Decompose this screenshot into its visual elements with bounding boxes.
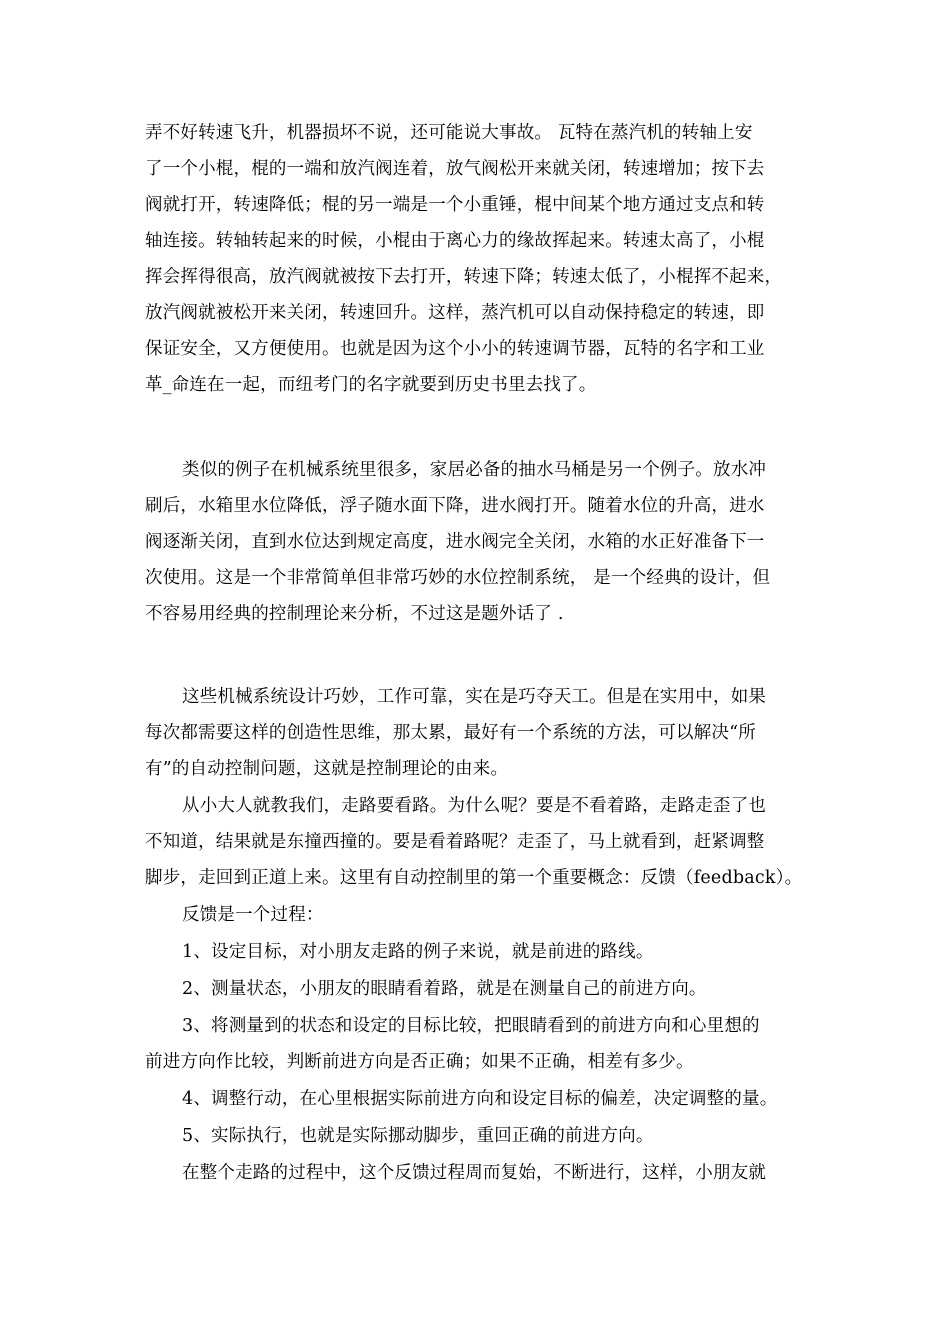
text-line: 1、设定目标，对小朋友走路的例子来说，就是前进的路线。 — [182, 942, 654, 962]
text-line: 挥会挥得很高，放汽阀就被按下去打开，转速下降；转速太低了，小棍挥不起来， — [145, 267, 783, 287]
text-line: 4、调整行动，在心里根据实际前进方向和设定目标的偏差，决定调整的量。 — [182, 1089, 778, 1109]
text-line: 次使用。这是一个非常简单但非常巧妙的水位控制系统， 是一个经典的设计，但 — [145, 568, 771, 588]
text-line: 有”的自动控制问题，这就是控制理论的由来。 — [145, 759, 509, 779]
text-line: 从小大人就教我们，走路要看路。为什么呢？要是不看着路，走路走歪了也 — [182, 796, 767, 816]
text-line: 革_命连在一起，而纽考门的名字就要到历史书里去找了。 — [145, 375, 597, 395]
text-line: 放汽阀就被松开来关闭，转速回升。这样，蒸汽机可以自动保持稳定的转速，即 — [145, 303, 765, 323]
text-line: 保证安全，又方便使用。也就是因为这个小小的转速调节器，瓦特的名字和工业 — [145, 339, 765, 359]
text-line: 5、实际执行，也就是实际挪动脚步，重回正确的前进方向。 — [182, 1126, 654, 1146]
text-line: 轴连接。转轴转起来的时候，小棍由于离心力的缘故挥起来。转速太高了，小棍 — [145, 231, 765, 251]
text-line: 了一个小棍，棍的一端和放汽阀连着，放气阀松开来就关闭，转速增加；按下去 — [145, 159, 765, 179]
text-line: 弄不好转速飞升，机器损坏不说，还可能说大事故。 瓦特在蒸汽机的转轴上安 — [145, 123, 753, 143]
text-line: 2、测量状态，小朋友的眼睛看着路，就是在测量自己的前进方向。 — [182, 979, 707, 999]
text-line: 不容易用经典的控制理论来分析，不过这是题外话了 . — [145, 604, 564, 624]
text-line: 前进方向作比较，判断前进方向是否正确；如果不正确，相差有多少。 — [145, 1052, 694, 1072]
text-line: 每次都需要这样的创造性思维，那太累，最好有一个系统的方法，可以解决“所 — [145, 723, 756, 743]
text-line: 刷后，水箱里水位降低，浮子随水面下降，进水阀打开。随着水位的升高，进水 — [145, 496, 765, 516]
text-line: 3、将测量到的状态和设定的目标比较，把眼睛看到的前进方向和心里想的 — [182, 1016, 760, 1036]
text-line: 阀就打开，转速降低；棍的另一端是一个小重锤，棍中间某个地方通过支点和转 — [145, 195, 765, 215]
text-line: 脚步，走回到正道上来。这里有自动控制里的第一个重要概念：反馈（feedback）。 — [145, 868, 803, 888]
text-line: 类似的例子在机械系统里很多，家居必备的抽水马桶是另一个例子。放水冲 — [182, 460, 767, 480]
text-line: 这些机械系统设计巧妙，工作可靠，实在是巧夺天工。但是在实用中，如果 — [182, 687, 767, 707]
text-line: 阀逐渐关闭，直到水位达到规定高度，进水阀完全关闭，水箱的水正好准备下一 — [145, 532, 765, 552]
text-line: 反馈是一个过程： — [182, 905, 324, 925]
text-line: 在整个走路的过程中，这个反馈过程周而复始，不断进行，这样，小朋友就 — [182, 1163, 767, 1183]
text-line: 不知道，结果就是东撞西撞的。要是看着路呢？走歪了，马上就看到，赶紧调整 — [145, 832, 765, 852]
